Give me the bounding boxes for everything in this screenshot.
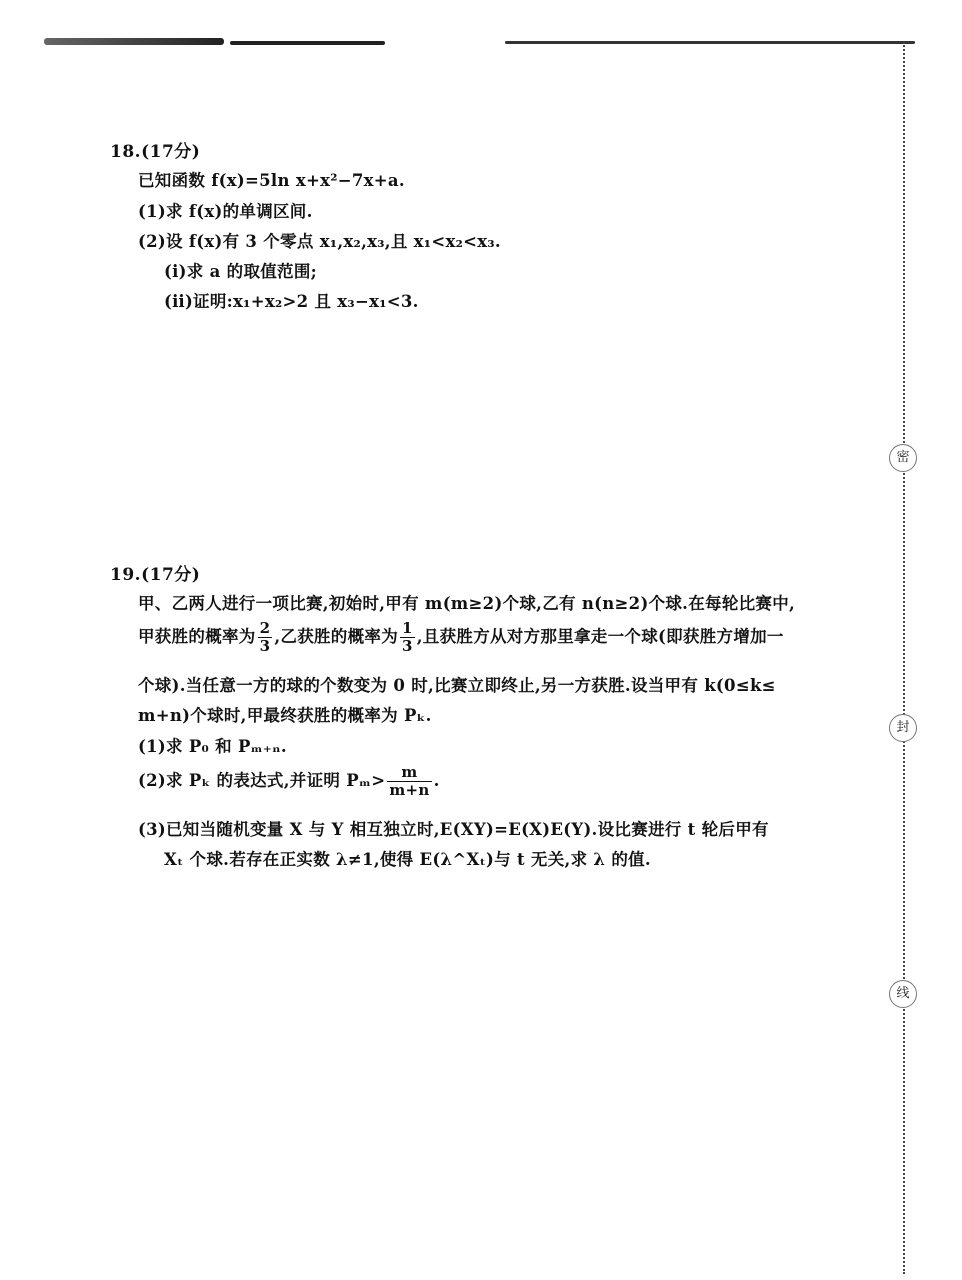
q19-part2-a: (2)求 Pₖ 的表达式,并证明 Pₘ> — [138, 771, 386, 790]
q19-part1: (1)求 P₀ 和 Pₘ₊ₙ. — [138, 737, 287, 756]
q19-heading — [110, 560, 200, 585]
q19-line2-a: 甲获胜的概率为 — [138, 627, 256, 646]
q19-part2 — [138, 764, 440, 799]
fraction-numerator: 2 — [259, 619, 271, 637]
q18-part1: (1)求 f(x)的单调区间. — [138, 202, 313, 221]
q19-number: 19. — [110, 565, 142, 585]
header-stroke — [505, 41, 915, 44]
fraction-denominator: m+n — [389, 781, 430, 799]
q19-line2 — [138, 620, 784, 655]
fraction-m-over-m-plus-n — [387, 764, 431, 799]
binding-mark-xian: 线 — [889, 980, 917, 1008]
binding-mark-feng: 封 — [889, 714, 917, 742]
q18-stem-prefix: 已知函数 — [138, 171, 212, 190]
q19-score: (17分) — [141, 565, 201, 585]
q19-part3-line2: Xₜ 个球.若存在正实数 λ≠1,使得 E(λ^Xₜ)与 t 无关,求 λ 的值. — [164, 850, 651, 869]
header-stroke — [230, 41, 385, 45]
q18-stem — [138, 167, 405, 191]
q18-number: 18. — [110, 142, 142, 162]
q19-line2-c: ,且获胜方从对方那里拿走一个球(即获胜方增加一 — [416, 627, 784, 646]
q18-heading — [110, 137, 200, 162]
fraction-two-thirds — [258, 620, 273, 655]
q18-score: (17分) — [141, 142, 201, 162]
q18-part2-ii: (ⅱ)证明:x₁+x₂>2 且 x₃−x₁<3. — [164, 292, 419, 311]
q19-line2-b: ,乙获胜的概率为 — [274, 627, 399, 646]
q18-part2-i: (ⅰ)求 a 的取值范围; — [164, 262, 318, 281]
q19-part2-b: . — [433, 771, 440, 790]
q19-line4: m+n)个球时,甲最终获胜的概率为 Pₖ. — [138, 706, 432, 725]
fraction-numerator: m — [401, 763, 418, 781]
fraction-numerator: 1 — [402, 619, 413, 637]
q18-stem-func: f(x)=5ln x+x²−7x+a. — [211, 171, 405, 190]
q19-line1: 甲、乙两人进行一项比赛,初始时,甲有 m(m≥2)个球,乙有 n(n≥2)个球.在每轮比赛中, — [138, 594, 796, 613]
binding-mark-mi: 密 — [889, 444, 917, 472]
header-stroke — [44, 38, 224, 45]
q19-part3-line1: (3)已知当随机变量 X 与 Y 相互独立时,E(XY)=E(X)E(Y).设比赛进行 t 轮后甲有 — [138, 820, 769, 839]
q18-part2: (2)设 f(x)有 3 个零点 x₁,x₂,x₃,且 x₁<x₂<x₃. — [138, 232, 501, 251]
fraction-denominator: 3 — [259, 637, 271, 655]
fraction-one-third — [400, 620, 415, 655]
q19-line3: 个球).当任意一方的球的个数变为 0 时,比赛立即终止,另一方获胜.设当甲有 k(0≤k≤ — [138, 676, 776, 695]
fraction-denominator: 3 — [402, 637, 413, 655]
binding-dotted-line — [903, 42, 905, 1274]
